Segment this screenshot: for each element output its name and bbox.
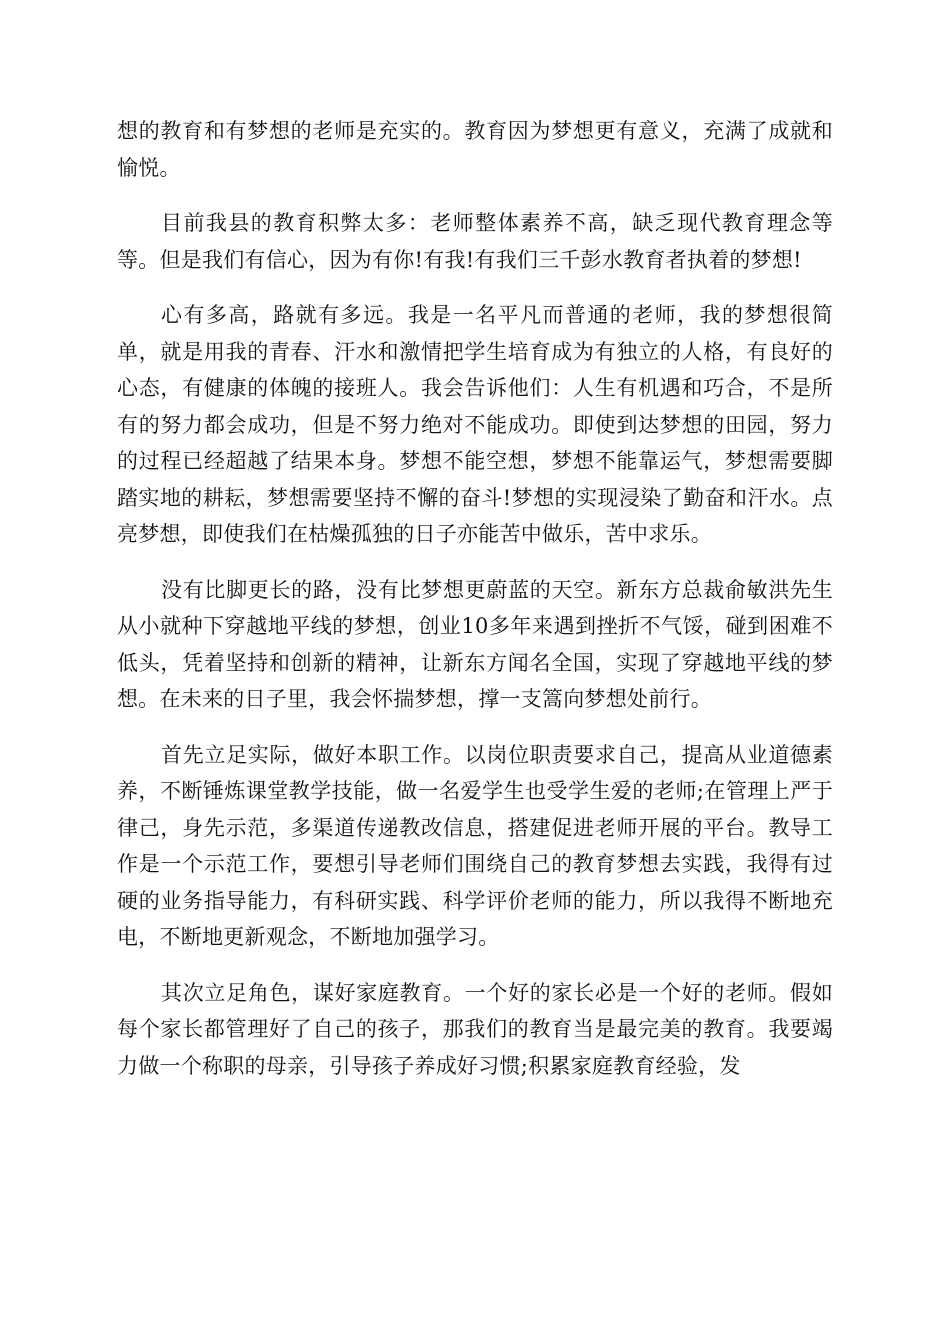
paragraph-3: 心有多高，路就有多远。我是一名平凡而普通的老师，我的梦想很简单，就是用我的青春、汗水和激情把学生培育成为有独立的人格，有良好的心态，有健康的体魄的接班人。我会告诉他们：人生有机遇和巧合，不是所有的努力都会成功，但是不努力绝对不能成功。即使到达梦想的田园，努力的过程已经超越了结果本身。梦想不能空想，梦想不能靠运气，梦想需要脚踏实地的耕耘，梦想需要坚持不懈的奋斗!梦想的实现浸染了勤奋和汗水。点亮梦想，即使我们在枯燥孤独的日子亦能苦中做乐，苦中求乐。 xyxy=(117,303,833,546)
paragraph-1: 想的教育和有梦想的老师是充实的。教育因为梦想更有意义，充满了成就和愉悦。 xyxy=(117,119,833,180)
paragraph-5: 首先立足实际，做好本职工作。以岗位职责要求自己，提高从业道德素养，不断锤炼课堂教学技能，做一名爱学生也受学生爱的老师;在管理上严于律己，身先示范，多渠道传递教改信息，搭建促进老师开展的平台。教导工作是一个示范工作，要想引导老师们围绕自己的教育梦想去实践，我得有过硬的业务指导能力，有科研实践、科学评价老师的能力，所以我得不断地充电，不断地更新观念，不断地加强学习。 xyxy=(117,742,833,949)
document-body xyxy=(117,113,833,1103)
paragraph-4: 没有比脚更长的路，没有比梦想更蔚蓝的天空。新东方总裁俞敏洪先生从小就种下穿越地平线的梦想，创业10多年来遇到挫折不气馁，碰到困难不低头，凭着坚持和创新的精神，让新东方闻名全国，实现了穿越地平线的梦想。在未来的日子里，我会怀揣梦想，撑一支篙向梦想处前行。 xyxy=(117,577,833,711)
paragraph-2: 目前我县的教育积弊太多：老师整体素养不高，缺乏现代教育理念等等。但是我们有信心，因为有你!有我!有我们三千彭水教育者执着的梦想! xyxy=(117,211,833,272)
paragraph-6: 其次立足角色，谋好家庭教育。一个好的家长必是一个好的老师。假如每个家长都管理好了自己的孩子，那我们的教育当是最完美的教育。我要竭力做一个称职的母亲，引导孩子养成好习惯;积累家庭教育经验，发 xyxy=(117,980,833,1078)
